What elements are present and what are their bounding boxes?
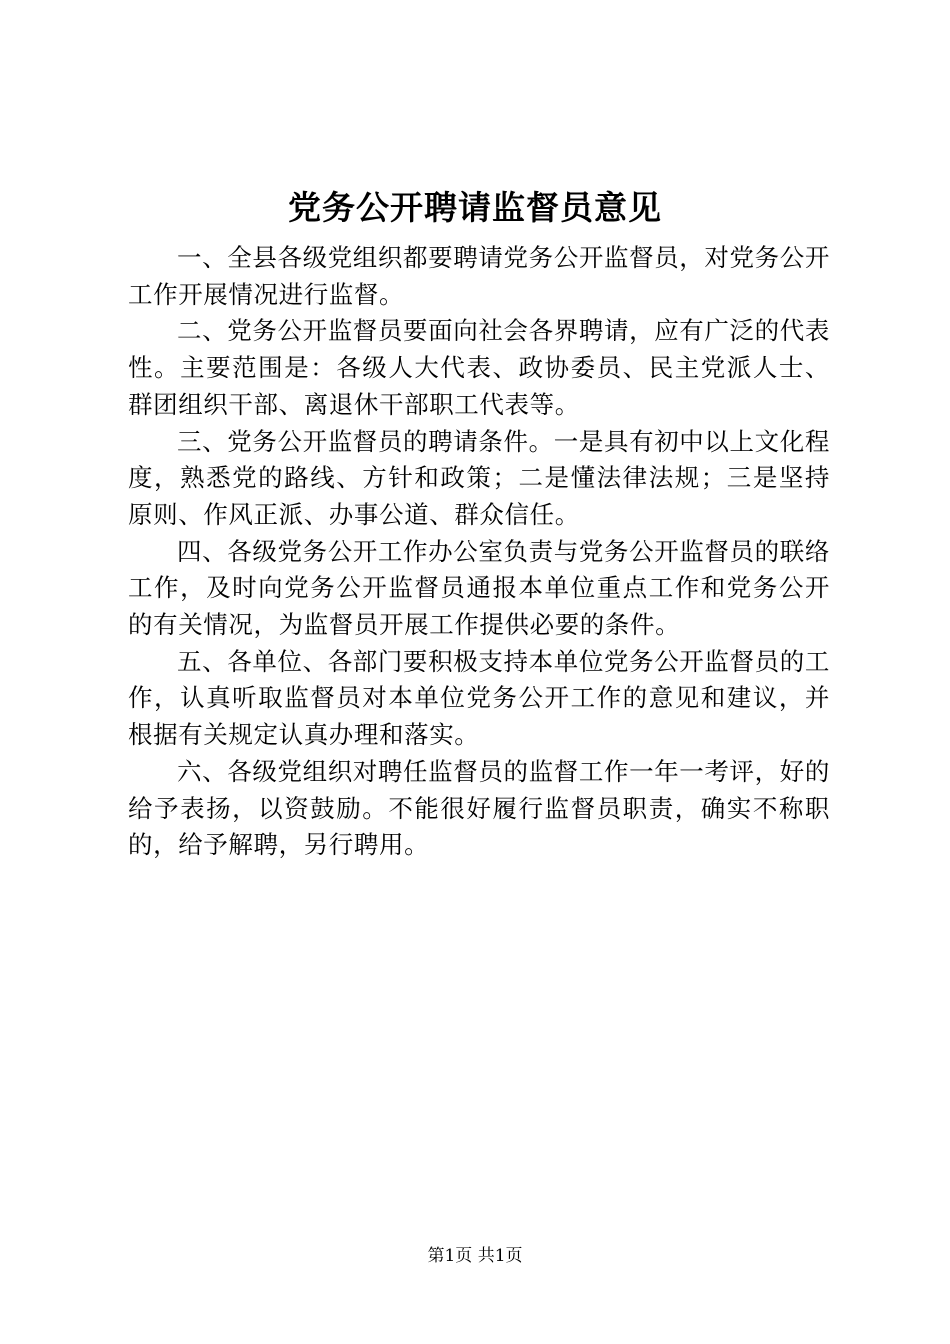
document-body bbox=[128, 240, 830, 864]
paragraph-2: 二、党务公开监督员要面向社会各界聘请，应有广泛的代表性。主要范围是：各级人大代表、政协委员、民主党派人士、群团组织干部、离退休干部职工代表等。 bbox=[128, 316, 830, 419]
paragraph-4: 四、各级党务公开工作办公室负责与党务公开监督员的联络工作，及时向党务公开监督员通报本单位重点工作和党务公开的有关情况，为监督员开展工作提供必要的条件。 bbox=[128, 536, 830, 640]
paragraph-5: 五、各单位、各部门要积极支持本单位党务公开监督员的工作，认真听取监督员对本单位党务公开工作的意见和建议，并根据有关规定认真办理和落实。 bbox=[128, 646, 830, 750]
paragraph-3: 三、党务公开监督员的聘请条件。一是具有初中以上文化程度，熟悉党的路线、方针和政策；二是懂法律法规；三是坚持原则、作风正派、办事公道、群众信任。 bbox=[128, 426, 830, 529]
paragraph-6: 六、各级党组织对聘任监督员的监督工作一年一考评，好的给予表扬，以资鼓励。不能很好履行监督员职责，确实不称职的，给予解聘，另行聘用。 bbox=[128, 756, 830, 860]
paragraph-1: 一、全县各级党组织都要聘请党务公开监督员，对党务公开工作开展情况进行监督。 bbox=[128, 243, 830, 309]
page-number-footer: 第1页 共1页 bbox=[427, 1246, 523, 1266]
document-title: 党务公开聘请监督员意见 bbox=[288, 188, 662, 227]
